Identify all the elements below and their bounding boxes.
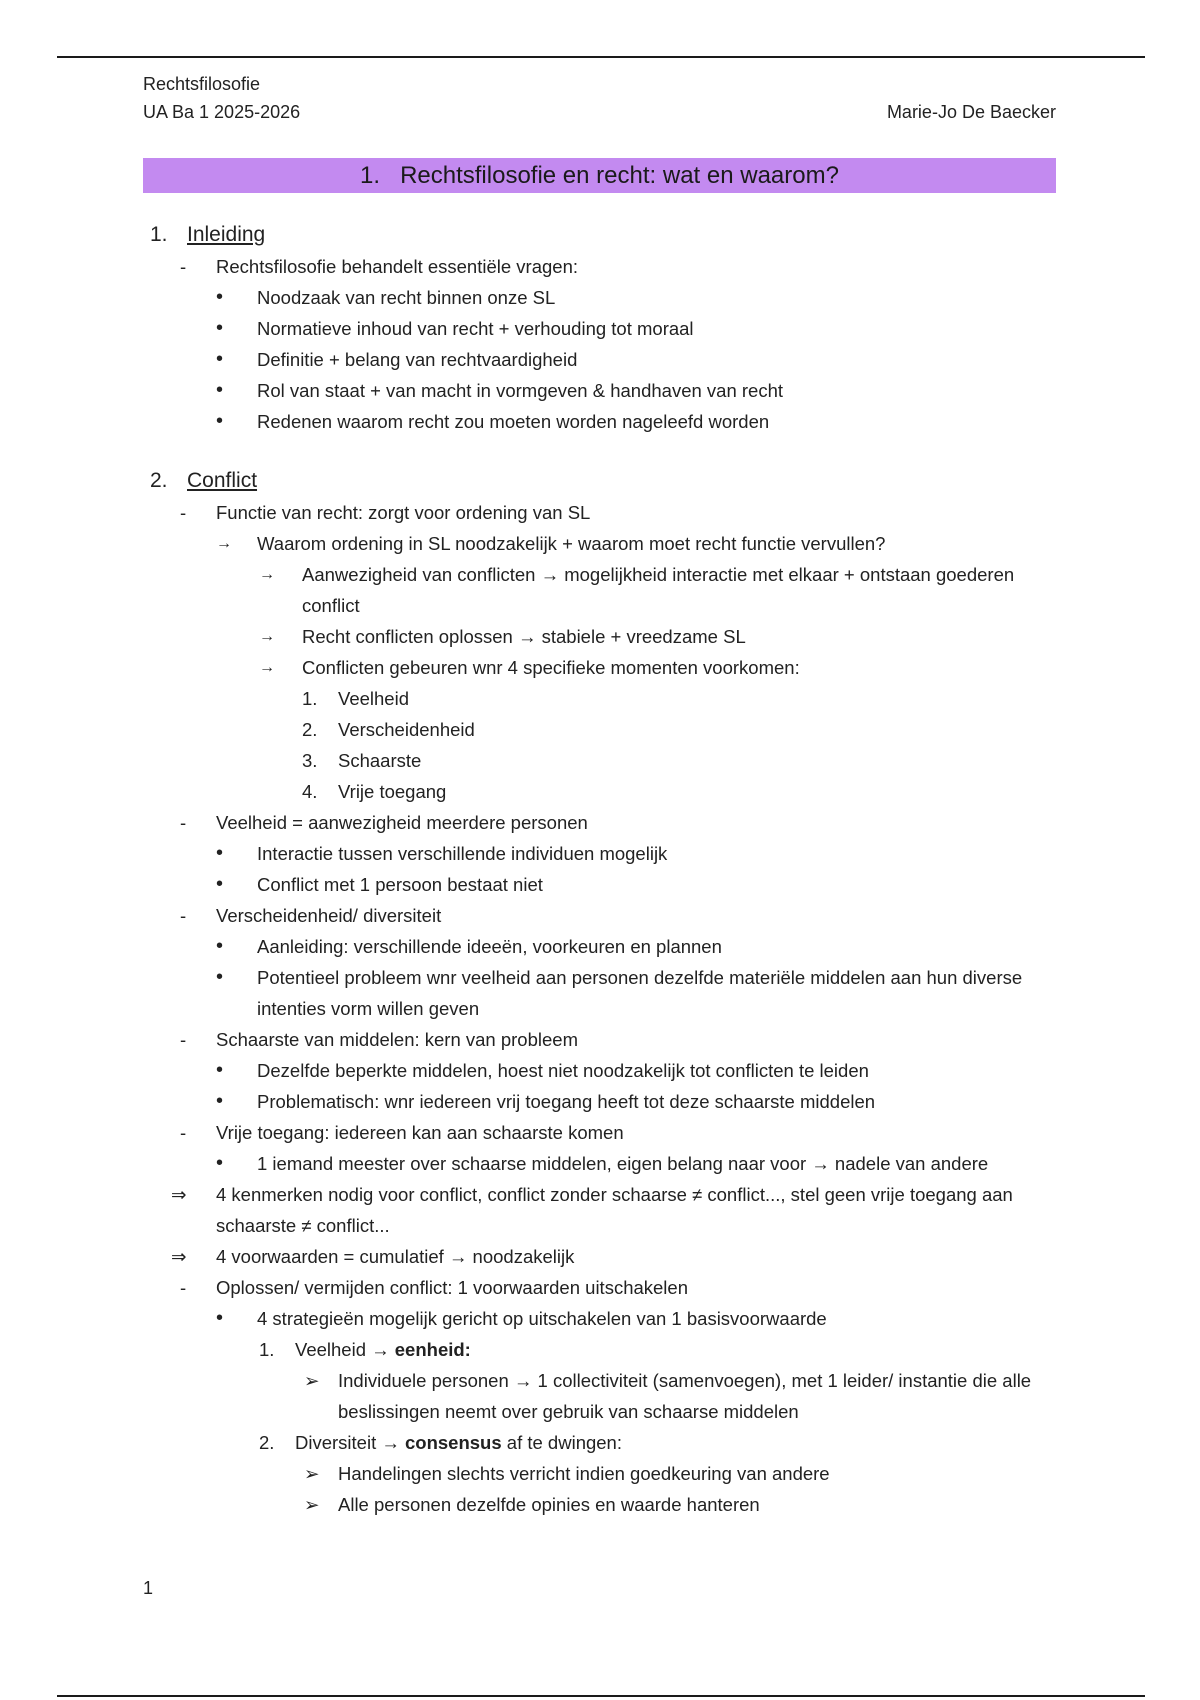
dash-marker: - xyxy=(180,1122,187,1143)
number-marker: 2. xyxy=(302,719,318,740)
list-item-text: Definitie + belang van rechtvaardigheid xyxy=(257,349,578,370)
list-item-text: Rechtsfilosofie behandelt essentiële vragen: xyxy=(216,256,579,277)
conclusion-item xyxy=(171,1241,1056,1272)
list-item xyxy=(180,251,1056,282)
strategy-suffix: af te dwingen: xyxy=(501,1432,622,1453)
chapter-number: 1. xyxy=(360,161,381,189)
arrow-marker: → xyxy=(216,535,232,552)
number-marker: 3. xyxy=(302,750,318,771)
bullet-marker: • xyxy=(216,1152,224,1174)
list-item-text: Interactie tussen verschillende individuen mogelijk xyxy=(257,843,668,864)
arrow-marker: → xyxy=(259,628,275,645)
list-item-text: Aanleiding: verschillende ideeën, voorkeuren en plannen xyxy=(257,936,722,957)
bullet-marker: • xyxy=(216,966,224,988)
strategy-keyword: consensus xyxy=(405,1432,502,1453)
dash-marker: - xyxy=(180,905,187,926)
list-item-text: Rol van staat + van macht in vormgeven & handhaven van recht xyxy=(257,380,784,401)
chapter-title xyxy=(143,158,1056,193)
list-item xyxy=(216,962,1056,1024)
list-item-text: Verscheidenheid xyxy=(338,719,475,740)
page-number: 1 xyxy=(143,1578,154,1598)
list-item-text: Problematisch: wnr iedereen vrij toegang heeft tot deze schaarste middelen xyxy=(257,1091,876,1112)
page-header xyxy=(143,70,1056,126)
number-marker: 1. xyxy=(302,688,318,709)
bullet-marker: • xyxy=(216,935,224,957)
list-item-text: Recht conflicten oplossen → stabiele + vreedzame SL xyxy=(302,626,746,647)
section-number: 2. xyxy=(150,469,168,492)
list-item xyxy=(180,900,1056,931)
conclusion-text: 4 voorwaarden = cumulatief → noodzakelijk xyxy=(216,1246,575,1267)
section-heading-inleiding xyxy=(150,219,1056,251)
strategy-prefix: Veelheid → xyxy=(295,1339,395,1360)
arrow-marker: → xyxy=(259,566,275,583)
list-item-text: Noodzaak van recht binnen onze SL xyxy=(257,287,556,308)
list-item-text: Oplossen/ vermijden conflict: 1 voorwaarden uitschakelen xyxy=(216,1277,688,1298)
list-item xyxy=(180,807,1056,838)
bullet-marker: • xyxy=(216,317,224,339)
list-item-text: Redenen waarom recht zou moeten worden nageleefd worden xyxy=(257,411,770,432)
conclusion-text: 4 kenmerken nodig voor conflict, conflict zonder schaarse ≠ conflict..., stel geen vrije toegang aan schaarste ≠ conflict... xyxy=(216,1184,1013,1236)
bullet-marker: • xyxy=(216,1059,224,1081)
dash-marker: - xyxy=(180,502,187,523)
list-item-text: Waarom ordening in SL noodzakelijk + waarom moet recht functie vervullen? xyxy=(257,533,886,554)
list-item-text: Veelheid = aanwezigheid meerdere personen xyxy=(216,812,588,833)
list-item-text: Individuele personen → 1 collectiviteit (samenvoegen), met 1 leider/ instantie die alle beslissingen neemt over gebruik van schaarse middelen xyxy=(338,1370,1032,1422)
list-item xyxy=(216,838,1056,869)
top-rule xyxy=(57,56,1145,58)
list-item xyxy=(216,1148,1056,1179)
list-item xyxy=(259,621,1056,652)
list-item xyxy=(302,683,1056,714)
list-item-text: Functie van recht: zorgt voor ordening van SL xyxy=(216,502,591,523)
list-item-text: Alle personen dezelfde opinies en waarde hanteren xyxy=(338,1494,760,1515)
list-item-text: Schaarste xyxy=(338,750,422,771)
strategy-keyword: eenheid: xyxy=(394,1339,471,1360)
list-item xyxy=(302,745,1056,776)
list-item xyxy=(216,406,1056,437)
section-title: Inleiding xyxy=(187,223,266,246)
list-item xyxy=(216,931,1056,962)
list-item-text: Dezelfde beperkte middelen, hoest niet noodzakelijk tot conflicten te leiden xyxy=(257,1060,869,1081)
author-name: Marie-Jo De Baecker xyxy=(886,102,1056,122)
bullet-marker: • xyxy=(216,1090,224,1112)
dash-marker: - xyxy=(180,1277,187,1298)
double-arrow-marker: ⇒ xyxy=(171,1184,187,1205)
list-item xyxy=(302,776,1056,807)
list-item-text: Schaarste van middelen: kern van probleem xyxy=(216,1029,578,1050)
list-item-text: Veelheid xyxy=(338,688,409,709)
bullet-marker: • xyxy=(216,286,224,308)
arrow-marker: → xyxy=(259,659,275,676)
document-page xyxy=(143,70,1056,1520)
section-heading-conflict xyxy=(150,465,1056,497)
list-item-text: Vrije toegang: iedereen kan aan schaarste komen xyxy=(216,1122,624,1143)
triangle-marker: ➢ xyxy=(304,1494,320,1515)
bullet-marker: • xyxy=(216,410,224,432)
list-item-text: Normatieve inhoud van recht + verhouding tot moraal xyxy=(257,318,694,339)
list-item-text: Conflict met 1 persoon bestaat niet xyxy=(257,874,543,895)
triangle-marker: ➢ xyxy=(304,1370,320,1391)
list-item xyxy=(216,1055,1056,1086)
bullet-marker: • xyxy=(216,842,224,864)
list-item xyxy=(216,282,1056,313)
triangle-marker: ➢ xyxy=(304,1463,320,1484)
list-item xyxy=(180,497,1056,528)
list-item-text: Potentieel probleem wnr veelheid aan personen dezelfde materiële middelen aan hun diverse intenties vorm willen geven xyxy=(257,967,1023,1019)
bottom-rule xyxy=(57,1695,1145,1697)
bullet-marker: • xyxy=(216,873,224,895)
list-item-text: Aanwezigheid van conflicten → mogelijkheid interactie met elkaar + ontstaan goederen conflict xyxy=(302,564,1015,616)
list-item xyxy=(302,714,1056,745)
dash-marker: - xyxy=(180,256,187,277)
list-item xyxy=(304,1365,1056,1427)
bullet-marker: • xyxy=(216,379,224,401)
strategy-prefix: Diversiteit → xyxy=(295,1432,405,1453)
strategy-text xyxy=(295,1427,1056,1458)
list-item xyxy=(216,528,1056,559)
list-item xyxy=(304,1458,1056,1489)
bullet-marker: • xyxy=(216,348,224,370)
list-item xyxy=(216,869,1056,900)
strategy-item xyxy=(259,1334,1056,1365)
list-item-text: 1 iemand meester over schaarse middelen, eigen belang naar voor → nadele van andere xyxy=(257,1153,989,1174)
number-marker: 2. xyxy=(259,1432,275,1453)
list-item xyxy=(216,375,1056,406)
list-item xyxy=(216,1303,1056,1334)
list-item xyxy=(216,313,1056,344)
number-marker: 1. xyxy=(259,1339,275,1360)
chapter-title-text: Rechtsfilosofie en recht: wat en waarom? xyxy=(400,161,839,189)
list-item xyxy=(216,344,1056,375)
course-name: Rechtsfilosofie xyxy=(143,74,261,94)
list-item-text: Conflicten gebeuren wnr 4 specifieke momenten voorkomen: xyxy=(302,657,800,678)
academic-year: UA Ba 1 2025-2026 xyxy=(143,102,301,122)
list-item xyxy=(259,652,1056,683)
list-item xyxy=(216,1086,1056,1117)
bullet-marker: • xyxy=(216,1307,224,1329)
conclusion-item xyxy=(171,1179,1056,1241)
list-item-text: Verscheidenheid/ diversiteit xyxy=(216,905,442,926)
section-number: 1. xyxy=(150,223,168,246)
dash-marker: - xyxy=(180,1029,187,1050)
list-item-text: 4 strategieën mogelijk gericht op uitschakelen van 1 basisvoorwaarde xyxy=(257,1308,827,1329)
list-item xyxy=(180,1117,1056,1148)
double-arrow-marker: ⇒ xyxy=(171,1246,187,1267)
list-item-text: Vrije toegang xyxy=(338,781,447,802)
section-title: Conflict xyxy=(187,469,258,492)
number-marker: 4. xyxy=(302,781,318,802)
list-item xyxy=(259,559,1056,621)
strategy-item xyxy=(259,1427,1056,1458)
document-body xyxy=(143,219,1056,1520)
list-item-text: Handelingen slechts verricht indien goedkeuring van andere xyxy=(338,1463,830,1484)
list-item xyxy=(180,1272,1056,1303)
strategy-text xyxy=(295,1334,1056,1365)
dash-marker: - xyxy=(180,812,187,833)
list-item xyxy=(304,1489,1056,1520)
list-item xyxy=(180,1024,1056,1055)
